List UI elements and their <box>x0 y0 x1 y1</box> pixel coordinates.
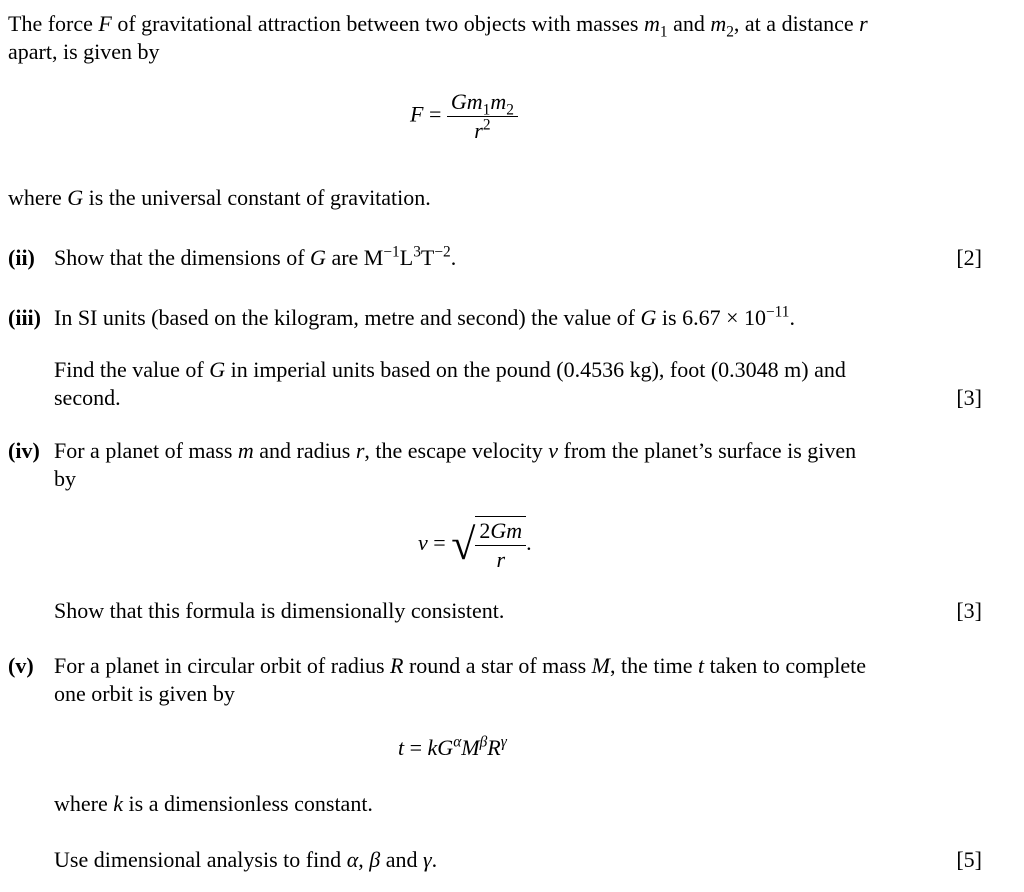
part-iii-question: In SI units (based on the kilogram, metre and second) the value of G is $6.67 \times 10^{-11}$. <box>54 303 795 330</box>
part-v-marks: [5] <box>956 847 982 872</box>
orbit-period-equation: $t = kG^\alpha M^\beta R^\gamma$ <box>398 733 507 760</box>
intro-text: The force F of gravitational attraction between two objects with masses $m_1$ and $m_2$, at a distance r <box>8 11 868 41</box>
part-iv-label: (iv) <box>8 438 40 463</box>
part-iv-instruction: Show that this formula is dimensionally consistent. <box>54 598 505 623</box>
part-ii-label: (ii) <box>8 245 35 270</box>
part-v-instruction: Use dimensional analysis to find α, β and γ. <box>54 847 438 872</box>
part-iii-label: (iii) <box>8 305 41 330</box>
part-iii-instruction: Find the value of G in imperial units based on the pound (0.4536 kg), foot (0.3048 m) and <box>54 357 846 382</box>
part-ii-question: Show that the dimensions of G are $M^{-1}L^3T^{-2}$. <box>54 243 457 270</box>
part-iii-instruction-continued: second. <box>54 385 121 410</box>
escape-velocity-equation: v = √ $\frac{2Gm}{r}$ . <box>418 518 532 572</box>
part-ii-marks: [2] <box>956 245 982 270</box>
constant-description: where G is the universal constant of gravitation. <box>8 185 431 210</box>
part-iii-marks: [3] <box>956 385 982 410</box>
part-iv-marks: [3] <box>956 598 982 623</box>
part-v-question-continued: one orbit is given by <box>54 681 235 706</box>
part-iv-question-continued: by <box>54 466 76 491</box>
intro-text-continued: apart, is given by <box>8 39 160 64</box>
part-v-constant-note: where k is a dimensionless constant. <box>54 791 373 816</box>
part-v-label: (v) <box>8 653 34 678</box>
force-equation: F = $\frac{Gm_1m_2}{r^2}$ <box>410 88 518 145</box>
part-iv-question: For a planet of mass m and radius r, the escape velocity v from the planet’s surface is given <box>54 438 857 463</box>
part-v-question: For a planet in circular orbit of radius R round a star of mass M, the time t taken to complete <box>54 653 866 678</box>
